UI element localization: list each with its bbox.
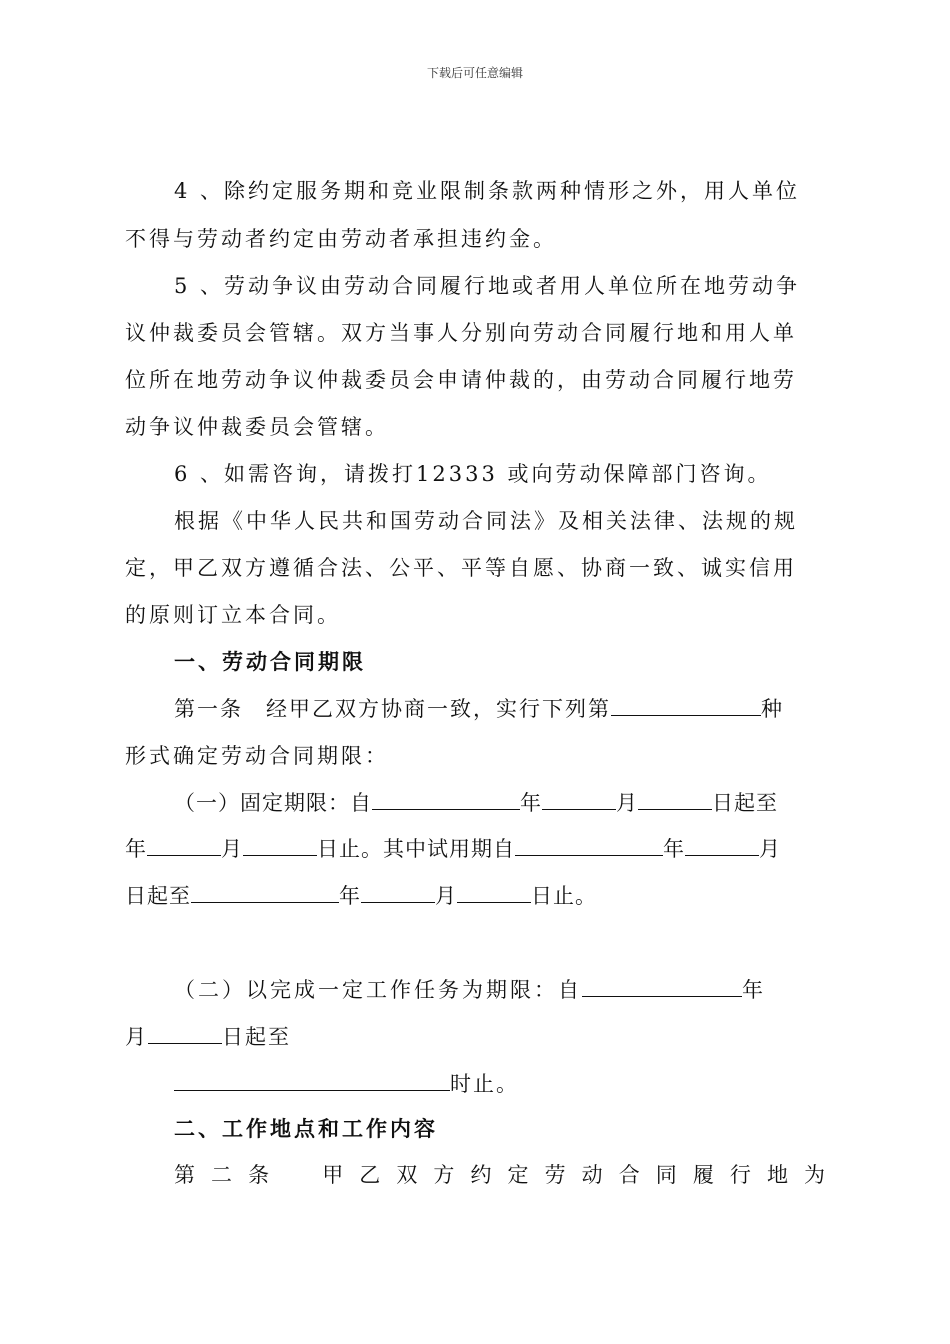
clause-5-line-1: 5 、劳动争议由劳动合同履行地或者用人单位所在地劳动争 xyxy=(174,274,801,298)
year-label: 年 xyxy=(742,978,766,1002)
year-label: 年 xyxy=(339,884,361,908)
month-label: 月 xyxy=(221,837,243,861)
clause-5-line-4: 动争议仲裁委员会管辖。 xyxy=(125,415,389,439)
section-heading-1: 一、劳动合同期限 xyxy=(174,649,366,674)
blank-field[interactable] xyxy=(611,693,761,716)
year-label: 年 xyxy=(663,837,685,861)
blank-field[interactable] xyxy=(361,880,435,903)
blank-field[interactable] xyxy=(174,1068,450,1091)
preamble-line-2: 定，甲乙双方遵循合法、公平、平等自愿、协商一致、诚实信用 xyxy=(125,556,797,580)
month-label: 月 xyxy=(435,884,457,908)
article-1-text: 第一条 经甲乙双方协商一致，实行下列第 xyxy=(174,697,611,721)
clause-4-line-2: 不得与劳动者约定由劳动者承担违约金。 xyxy=(125,227,557,251)
time-end-label: 时止。 xyxy=(450,1072,519,1096)
preamble-line-3: 的原则订立本合同。 xyxy=(125,603,341,627)
section-heading-2: 二、工作地点和工作内容 xyxy=(174,1116,438,1141)
blank-field[interactable] xyxy=(685,833,759,856)
blank-field[interactable] xyxy=(457,880,531,903)
clause-4-line-1: 4 、除约定服务期和竞业限制条款两种情形之外，用人单位 xyxy=(174,179,801,203)
blank-field[interactable] xyxy=(638,787,712,810)
clause-5-line-3: 位所在地劳动争议仲裁委员会申请仲裁的，由劳动合同履行地劳 xyxy=(125,368,797,392)
term-fixed-line-1 xyxy=(174,787,825,818)
article-1-line-1 xyxy=(174,693,825,724)
term-fixed-label: （一）固定期限：自 xyxy=(174,791,372,815)
term-task-label: （二）以完成一定工作任务为期限：自 xyxy=(174,978,582,1002)
term-fixed-line-3 xyxy=(125,880,825,911)
term-fixed-line-2 xyxy=(125,833,825,864)
blank-field[interactable] xyxy=(148,1021,222,1044)
probation-label: 日止。其中试用期自 xyxy=(317,837,515,861)
clause-6-line: 6 、如需咨询，请拨打12333 或向劳动保障部门咨询。 xyxy=(174,462,772,486)
blank-field[interactable] xyxy=(372,787,520,810)
page-header: 下载后可任意编辑 xyxy=(426,66,523,80)
clause-5-line-2: 议仲裁委员会管辖。双方当事人分别向劳动合同履行地和用人单 xyxy=(125,321,797,345)
article-1-suffix: 种 xyxy=(761,697,784,721)
blank-field[interactable] xyxy=(582,974,742,997)
blank-field[interactable] xyxy=(243,833,317,856)
term-task-line-3 xyxy=(174,1068,825,1099)
day-from-label: 日起至 xyxy=(125,884,191,908)
day-end-label: 日止。 xyxy=(531,884,597,908)
term-task-line-2 xyxy=(125,1021,825,1052)
preamble-line-1: 根据《中华人民共和国劳动合同法》及相关法律、法规的规 xyxy=(174,509,798,533)
blank-field[interactable] xyxy=(542,787,616,810)
year-label: 年 xyxy=(125,837,147,861)
blank-field[interactable] xyxy=(191,880,339,903)
blank-field[interactable] xyxy=(147,833,221,856)
blank-field[interactable] xyxy=(515,833,663,856)
year-label: 年 xyxy=(520,791,542,815)
article-1-line-2: 形式确定劳动合同期限： xyxy=(125,744,389,768)
article-2-line-1: 第二条 甲乙双方约定劳动合同履行地为 xyxy=(174,1163,825,1187)
term-task-line-1 xyxy=(174,974,825,1005)
month-label: 月 xyxy=(125,1025,148,1049)
month-label: 月 xyxy=(616,791,638,815)
month-label: 月 xyxy=(759,837,781,861)
day-from-label: 日起至 xyxy=(222,1025,291,1049)
day-from-label: 日起至 xyxy=(712,791,778,815)
